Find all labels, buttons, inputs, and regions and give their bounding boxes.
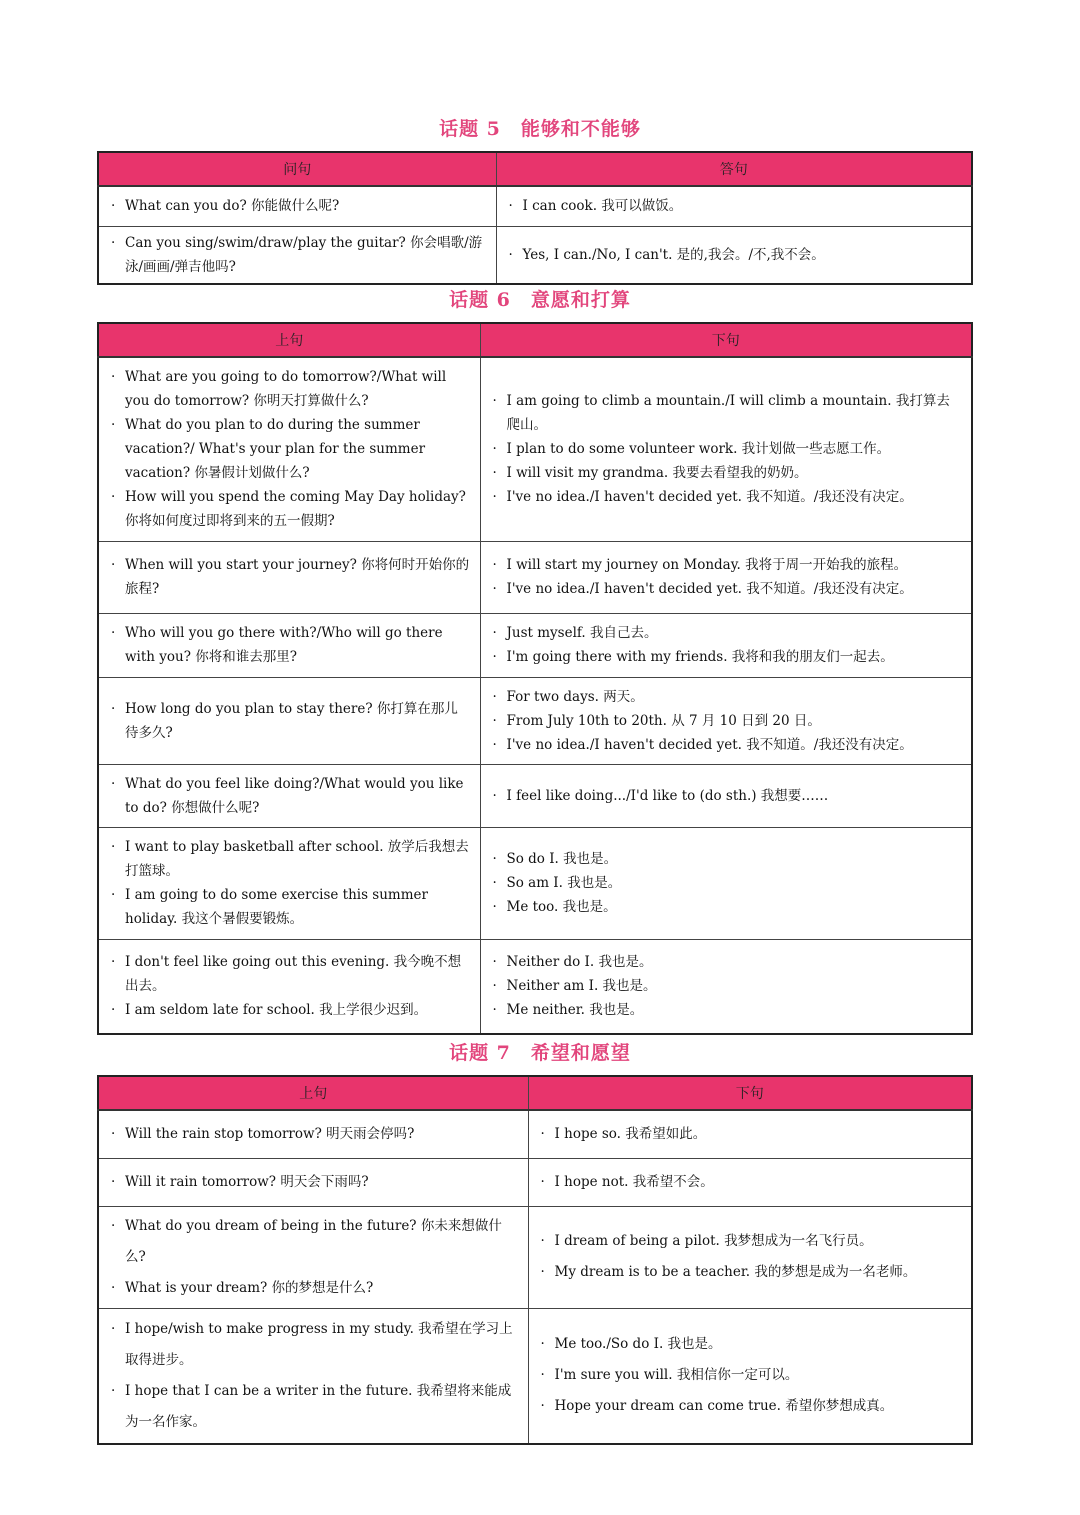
sentence-item: · I can cook. 我可以做饭。 [509,194,962,218]
sentence-item: · I am going to do some exercise this summer holiday. 我这个暑假要锻炼。 [111,883,470,931]
sentence-item: · Me too. 我也是。 [493,895,962,919]
sentence-item: · I am going to climb a mountain./I will climb a mountain. 我打算去爬山。 [493,389,962,437]
sentence-item: · Me neither. 我也是。 [493,998,962,1022]
table-row [98,357,972,541]
sentence-item: · I hope not. 我希望不会。 [541,1167,962,1198]
sentence-item: · I am seldom late for school. 我上学很少迟到。 [111,998,470,1022]
sentence-item: · So do I. 我也是。 [493,847,962,871]
table-row [98,541,972,613]
right-cell [480,939,972,1034]
sentence-item: · Me too./So do I. 我也是。 [541,1329,962,1360]
sentence-item: · How will you spend the coming May Day holiday? 你将如何度过即将到来的五一假期? [111,485,470,533]
table-row [98,939,972,1034]
left-cell [98,764,480,827]
sentence-item: · What can you do? 你能做什么呢? [111,194,486,218]
left-cell [98,226,496,284]
left-cell [98,677,480,764]
sentence-item: · I dream of being a pilot. 我梦想成为一名飞行员。 [541,1226,962,1257]
table-row [98,1158,972,1206]
table-row [98,186,972,226]
sentence-item: · Just myself. 我自己去。 [493,621,962,645]
right-cell [528,1110,972,1158]
topic-7-table [97,1075,973,1445]
left-cell [98,1308,528,1444]
left-cell [98,827,480,939]
sentence-item: · When will you start your journey? 你将何时开始你的旅程? [111,553,470,601]
topic-number: 话题 6 [449,289,511,311]
table-row [98,677,972,764]
column-header: 下句 [528,1076,972,1110]
sentence-item: · I don't feel like going out this evening. 我今晚不想出去。 [111,950,470,998]
right-cell [480,827,972,939]
sentence-item: · I've no idea./I haven't decided yet. 我不知道。/我还没有决定。 [493,733,962,757]
sentence-item: · What are you going to do tomorrow?/What will you do tomorrow? 你明天打算做什么? [111,365,470,413]
sentence-item: · What is your dream? 你的梦想是什么? [111,1273,518,1304]
topic-theme: 能够和不能够 [520,118,641,140]
right-cell [528,1308,972,1444]
column-header: 上句 [98,323,480,357]
sentence-item: · Can you sing/swim/draw/play the guitar? 你会唱歌/游泳/画画/弹吉他吗? [111,231,486,279]
topic-theme: 意愿和打算 [530,289,631,311]
left-cell [98,1206,528,1308]
sentence-item: · I'm sure you will. 我相信你一定可以。 [541,1360,962,1391]
table-row [98,1110,972,1158]
sentence-item: · I've no idea./I haven't decided yet. 我不知道。/我还没有决定。 [493,485,962,509]
topic-title-5 [0,114,1080,141]
sentence-item: · My dream is to be a teacher. 我的梦想是成为一名老师。 [541,1257,962,1288]
column-header: 下句 [480,323,972,357]
sentence-item: · What do you dream of being in the future? 你未来想做什么? [111,1211,518,1273]
sentence-item: · I'm going there with my friends. 我将和我的朋友们一起去。 [493,645,962,669]
sentence-item: · I will start my journey on Monday. 我将于周一开始我的旅程。 [493,553,962,577]
sentence-item: · What do you feel like doing?/What would you like to do? 你想做什么呢? [111,772,470,820]
sentence-item: · I hope/wish to make progress in my study. 我希望在学习上取得进步。 [111,1314,518,1376]
topic-number: 话题 5 [439,118,501,140]
topic-title-7 [0,1038,1080,1065]
right-cell [480,613,972,677]
table-row [98,226,972,284]
column-header: 上句 [98,1076,528,1110]
sentence-item: · Who will you go there with?/Who will go there with you? 你将和谁去那里? [111,621,470,669]
topic-5-table [97,151,973,285]
sentence-item: · I hope so. 我希望如此。 [541,1119,962,1150]
sentence-item: · Neither am I. 我也是。 [493,974,962,998]
right-cell [528,1158,972,1206]
table-row [98,613,972,677]
table-row [98,827,972,939]
left-cell [98,1110,528,1158]
left-cell [98,357,480,541]
left-cell [98,541,480,613]
right-cell [480,677,972,764]
sentence-item: · I want to play basketball after school. 放学后我想去打篮球。 [111,835,470,883]
right-cell [480,357,972,541]
topic-number: 话题 7 [449,1042,511,1064]
sentence-item: · For two days. 两天。 [493,685,962,709]
sentence-item: · Yes, I can./No, I can't. 是的,我会。/不,我不会。 [509,243,962,267]
sentence-item: · From July 10th to 20th. 从 7 月 10 日到 20 日。 [493,709,962,733]
sentence-item: · Will the rain stop tomorrow? 明天雨会停吗? [111,1119,518,1150]
sentence-item: · I plan to do some volunteer work. 我计划做一些志愿工作。 [493,437,962,461]
left-cell [98,613,480,677]
topic-title-6 [0,285,1080,312]
sentence-item: · Hope your dream can come true. 希望你梦想成真。 [541,1391,962,1422]
topic-theme: 希望和愿望 [530,1042,631,1064]
table-row [98,764,972,827]
column-header: 问句 [98,152,496,186]
header-row [98,152,972,186]
right-cell [480,764,972,827]
sentence-item: · I feel like doing.../I'd like to (do sth.) 我想要…… [493,784,962,808]
sentence-item: · Will it rain tomorrow? 明天会下雨吗? [111,1167,518,1198]
sentence-item: · I hope that I can be a writer in the future. 我希望将来能成为一名作家。 [111,1376,518,1438]
header-row [98,323,972,357]
left-cell [98,939,480,1034]
left-cell [98,186,496,226]
table-row [98,1308,972,1444]
right-cell [496,186,972,226]
sentence-item: · So am I. 我也是。 [493,871,962,895]
sentence-item: · I will visit my grandma. 我要去看望我的奶奶。 [493,461,962,485]
topic-6-table [97,322,973,1035]
header-row [98,1076,972,1110]
table-row [98,1206,972,1308]
right-cell [528,1206,972,1308]
sentence-item: · Neither do I. 我也是。 [493,950,962,974]
left-cell [98,1158,528,1206]
sentence-item: · I've no idea./I haven't decided yet. 我不知道。/我还没有决定。 [493,577,962,601]
right-cell [480,541,972,613]
sentence-item: · What do you plan to do during the summer vacation?/ What's your plan for the summer vacation? 你暑假计划做什么? [111,413,470,485]
right-cell [496,226,972,284]
column-header: 答句 [496,152,972,186]
sentence-item: · How long do you plan to stay there? 你打算在那儿待多久? [111,697,470,745]
